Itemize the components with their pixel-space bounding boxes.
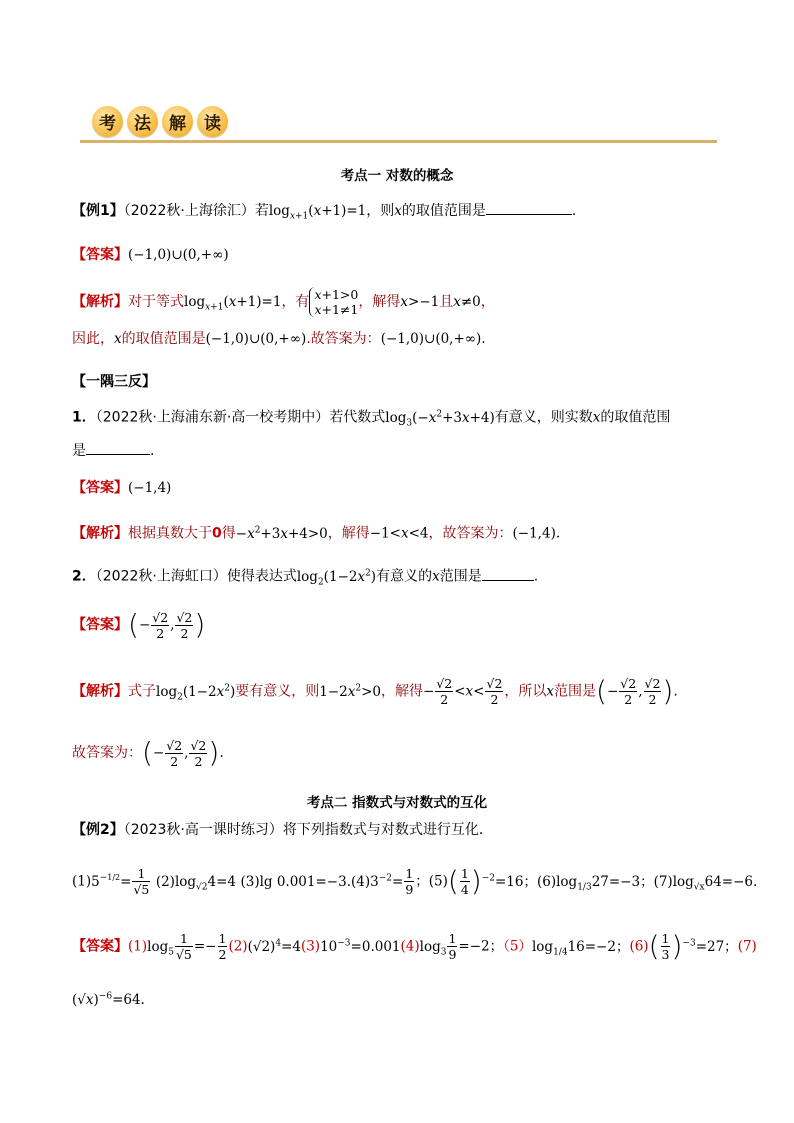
question-1-solution: 【解析】根据真数大于0得$-x^2+3x+4>0$，解得−1<x<4，故答案为：(−1,4).	[72, 525, 561, 542]
question-1-line2: 是 .	[72, 440, 154, 461]
example-2-answer: 【答案】$(1)\log_5$ $\frac{1}{√5}$ =− $\frac{1}{2}$ $(2)(√2)^4=4(3)10^{-3}=0.001(4)\log_3$ $\frac{1}{9}$ =−2；$(5)\log_{1/4}16=-2$；(6)( $\frac{1}{3}$ )$^{-3}$=27；(7)	[72, 929, 757, 963]
section-banner	[92, 106, 228, 140]
question-2: 2．（2022秋·上海虹口）使得表达式$\log_2(1-2x^2)$有意义的x范围是 .	[72, 563, 538, 592]
banner-char: 解	[162, 106, 193, 137]
question-2-answer: 【答案】(− $\frac{√2}{2}$ , $\frac{√2}{2}$ )	[72, 608, 206, 641]
example-2-question: 【例2】（2023秋·高一课时练习）将下列指数式与对数式进行互化．	[72, 822, 493, 838]
example-2-answer-cont: $(√x)^{-6}=64$.	[72, 991, 145, 1008]
example-2-items: $(1)5^{-1/2}=$ $\frac{1}{√5}$ $(2)\log_{√2}4=4$ (3)lg $0.001=-3.(4)3^{-2}=$ $\frac{1}{9}$ ；(5)( $\frac{1}{4}$ )$^{-2}$=16；$(6)\log_{1/3}27=-3$；$(7)\log_{√x}64=-6$.	[72, 864, 758, 898]
question-2-solution: 【解析】式子$\log_2(1-2x^2)$要有意义，则$1-2x^2>0$，解得− $\frac{√2}{2}$ <x< $\frac{√2}{2}$ ，所以x范围是(− $\frac{√2}{2}$ , $\frac{√2}{2}$ ).	[72, 674, 678, 708]
question-2-final: 故答案为：(− $\frac{√2}{2}$ , $\frac{√2}{2}$ ).	[72, 736, 224, 769]
example-1-solution-line1: 【解析】对于等式$\log_{x+1}(x+1)=1$，有 x+1>0 x+1≠1 ，解得x>−1且x≠0，	[72, 287, 495, 317]
practice-heading: 【一隅三反】	[72, 374, 156, 390]
example-1-solution-line2: 因此，x的取值范围是(−1,0)∪(0,+∞).故答案为：(−1,0)∪(0,+∞).	[72, 331, 486, 347]
question-1-answer: 【答案】(−1,4)	[72, 480, 172, 496]
example-1-answer: 【答案】(−1,0)∪(0,+∞)	[72, 247, 229, 263]
banner-char: 读	[197, 106, 228, 137]
banner-divider	[80, 140, 717, 143]
section-heading-1: 考点一 对数的概念	[340, 168, 454, 184]
banner-char: 考	[92, 106, 123, 137]
banner-char: 法	[127, 106, 158, 137]
example-1-question: 【例1】（2022秋·上海徐汇）若$\log_{x+1}(x+1)=1$，则x的取值范围是 .	[72, 200, 576, 227]
section-heading-2: 考点二 指数式与对数式的互化	[306, 795, 488, 811]
question-1-line1: 1．（2022秋·上海浦东新·高一校考期中）若代数式$\log_3(-x^2+3x+4)$有意义，则实数x的取值范围	[72, 409, 671, 429]
